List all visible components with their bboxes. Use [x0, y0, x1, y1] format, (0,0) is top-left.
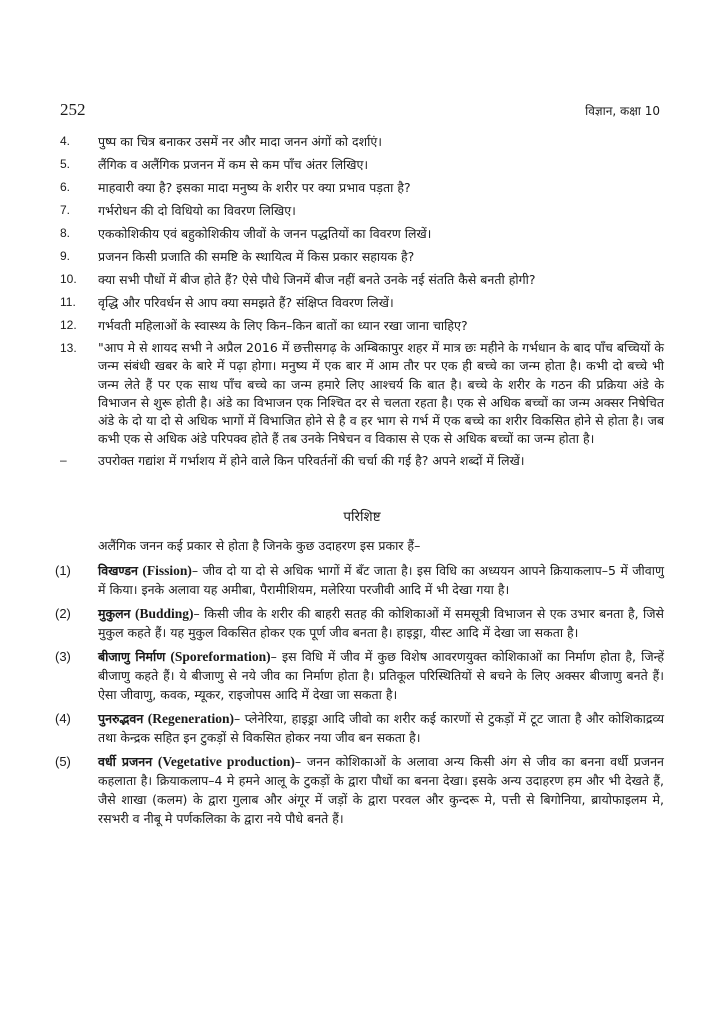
appendix-title: परिशिष्ट — [343, 509, 381, 525]
question-text: लैंगिक व अलैंगिक प्रजनन में कम से कम पाँच अंतर लिखिए। — [98, 157, 369, 172]
item-text: – इस विधि में जीव में कुछ विशेष आवरणयुक्त कोशिकाओं का निर्माण होता है, जिन्हें बीजाणु कहते हैं। ये बीजाणु से नये जीव का निर्माण होता है। प्रतिकूल परिस्थितियों से बचने के लिए अक्सर बीजाणु बनते हैं। ऐसा जीवाणु, कवक, म्यूकर, राइजोपस आदि में देखा जा सकता है। — [98, 649, 664, 702]
question-item — [0, 449, 724, 472]
question-item — [0, 291, 724, 314]
appendix-item — [0, 709, 724, 747]
question-dash: – — [60, 452, 67, 467]
question-text: प्रजनन किसी प्रजाति की समष्टि के स्थायित्व में किस प्रकार सहायक है? — [98, 249, 415, 264]
item-text: – जनन कोशिकाओं के अलावा अन्य किसी अंग से जीव का बनना वर्धी प्रजनन कहलाता है। क्रियाकलाप–4 मे हमने आलू के टुकड़ों के द्वारा पौधों का बनना देखा। इसके अन्य उदाहरण हम और भी देखते हैं, जैसे शाखा (कलम) के द्वारा गुलाब और अंगूर में जड़ों के द्वारा परवल और कुन्दरू मे, पत्ती से बिगोनिया, ब्रायोफाइलम मे, रसभरी व नीबू मे पर्णकलिका के द्वारा नये पौधे बनते हैं। — [98, 754, 664, 826]
question-text: गर्भवती महिलाओं के स्वास्थ्य के लिए किन–किन बातों का ध्यान रखा जाना चाहिए? — [98, 318, 468, 333]
item-english-term: (Regeneration) — [147, 711, 235, 726]
page-header — [60, 100, 660, 124]
question-text: एककोशिकीय एवं बहुकोशिकीय जीवों के जनन पद्धतियों का विवरण लिखें। — [98, 226, 432, 241]
appendix-list — [0, 561, 724, 833]
question-number: 12. — [60, 318, 77, 332]
page-number: 252 — [60, 100, 86, 119]
question-number: 11. — [60, 295, 76, 309]
passage-text: "आप मे से शायद सभी ने अप्रैल 2016 में छत्तीसगढ़ के अम्बिकापुर शहर में मात्र छः महीने के गर्भधान के बाद पाँच बच्चियों के जन्म संबंधी खबर के बारे में पढ़ा होगा। मनुष्य में एक बार में आम तौर पर एक ही बच्चे का जन्म होता है। कभी दो बच्चे भी जन्म लेते हैं पर एक साथ पाँच बच्चे का जन्म हमारे लिए आश्चर्य कि बात है। बच्चे के शरीर के गठन की प्रक्रिया अंडे के विभाजन से शुरू होती है। अंडे का विभाजन एक निश्चित दर से चलता रहता है। एक से अधिक बच्चों का जन्म अक्सर निषेचित अंडे के दो या दो से अधिक भागों में विभाजित होने से है व हर भाग से गर्भ में एक बच्चे का शरीर विकसित होने से होता है। जब कभी एक से अधिक अंडे परिपक्व होते हैं तब उनके निषेचन व विकास से एक से अधिक बच्चों का जन्म होता है। — [98, 340, 664, 447]
appendix-item — [0, 561, 724, 599]
question-number: 4. — [60, 134, 71, 148]
question-item — [0, 176, 724, 199]
item-text: – प्लेनेरिया, हाइड्रा आदि जीवो का शरीर कई कारणों से टुकड़ों में टूट जाता है और कोशिकाद्रव्य तथा केन्द्रक सहित इन टुकड़ों से विकसित होकर नया जीव बन सकता है। — [98, 711, 664, 745]
item-term: वर्धी प्रजनन — [98, 754, 153, 769]
question-number: 10. — [60, 272, 77, 286]
question-item — [0, 245, 724, 268]
item-term: विखण्डन — [98, 563, 138, 578]
question-number: 8. — [60, 226, 71, 240]
question-number: 7. — [60, 203, 71, 217]
question-text: उपरोक्त गद्यांश में गर्भाशय में होने वाले किन परिवर्तनों की चर्चा की गई है? अपने शब्दों में लिखें। — [98, 452, 525, 468]
running-head: विज्ञान, कक्षा 10 — [585, 104, 660, 118]
item-number: (5) — [55, 754, 71, 769]
question-item-passage — [0, 337, 724, 449]
item-english-term: (Budding) — [134, 606, 194, 621]
appendix-item — [0, 604, 724, 642]
item-term: पुनरुद्भवन — [98, 711, 144, 726]
question-number: 6. — [60, 180, 71, 194]
question-item — [0, 130, 724, 153]
appendix-item — [0, 647, 724, 704]
question-item — [0, 222, 724, 245]
question-text: पुष्प का चित्र बनाकर उसमें नर और मादा जनन अंगों को दर्शाएं। — [98, 134, 383, 149]
question-text: गर्भरोधन की दो विधियो का विवरण लिखिए। — [98, 203, 296, 218]
item-term: बीजाणु निर्माण — [98, 649, 166, 664]
question-item — [0, 268, 724, 291]
item-number: (4) — [55, 711, 71, 726]
item-number: (2) — [55, 606, 71, 621]
item-text: – जीव दो या दो से अधिक भागों में बँट जाता है। इस विधि का अध्ययन आपने क्रियाकलाप–5 में जीवाणु में किया। इनके अलावा यह अमीबा, पैरामीशियम, मलेरिया परजीवी आदि में भी देखा गया है। — [98, 563, 664, 597]
question-text: माहवारी क्या है? इसका मादा मनुष्य के शरीर पर क्या प्रभाव पड़ता है? — [98, 180, 411, 195]
question-number: 13. — [60, 341, 77, 355]
item-english-term: (Sporeformation) — [170, 649, 271, 664]
question-item — [0, 314, 724, 337]
question-item — [0, 199, 724, 222]
item-number: (3) — [55, 649, 71, 664]
item-text: – किसी जीव के शरीर की बाहरी सतह की कोशिकाओं में समसूत्री विभाजन से एक उभार बनता है, जिसे मुकुल कहते हैं। यह मुकुल विकसित होकर एक पूर्ण जीव बनता है। हाइड्रा, यीस्ट आदि में देखा जा सकता है। — [98, 606, 664, 640]
question-text: वृद्धि और परिवर्धन से आप क्या समझते हैं? संक्षिप्त विवरण लिखें। — [98, 295, 394, 310]
appendix-item — [0, 752, 724, 828]
item-english-term: (Vegetative production) — [157, 754, 295, 769]
appendix-intro: अलैंगिक जनन कई प्रकार से होता है जिनके कुछ उदाहरण इस प्रकार हैं– — [98, 538, 421, 553]
item-term: मुकुलन — [98, 606, 131, 621]
question-item — [0, 153, 724, 176]
question-text: क्या सभी पौधों में बीज होते हैं? ऐसे पौधे जिनमें बीज नहीं बनते उनके नई संतति कैसे बनती होगी? — [98, 272, 536, 287]
item-english-term: (Fission) — [142, 563, 192, 578]
question-list — [0, 130, 724, 472]
question-number: 5. — [60, 157, 71, 171]
question-number: 9. — [60, 249, 71, 263]
item-number: (1) — [55, 563, 71, 578]
